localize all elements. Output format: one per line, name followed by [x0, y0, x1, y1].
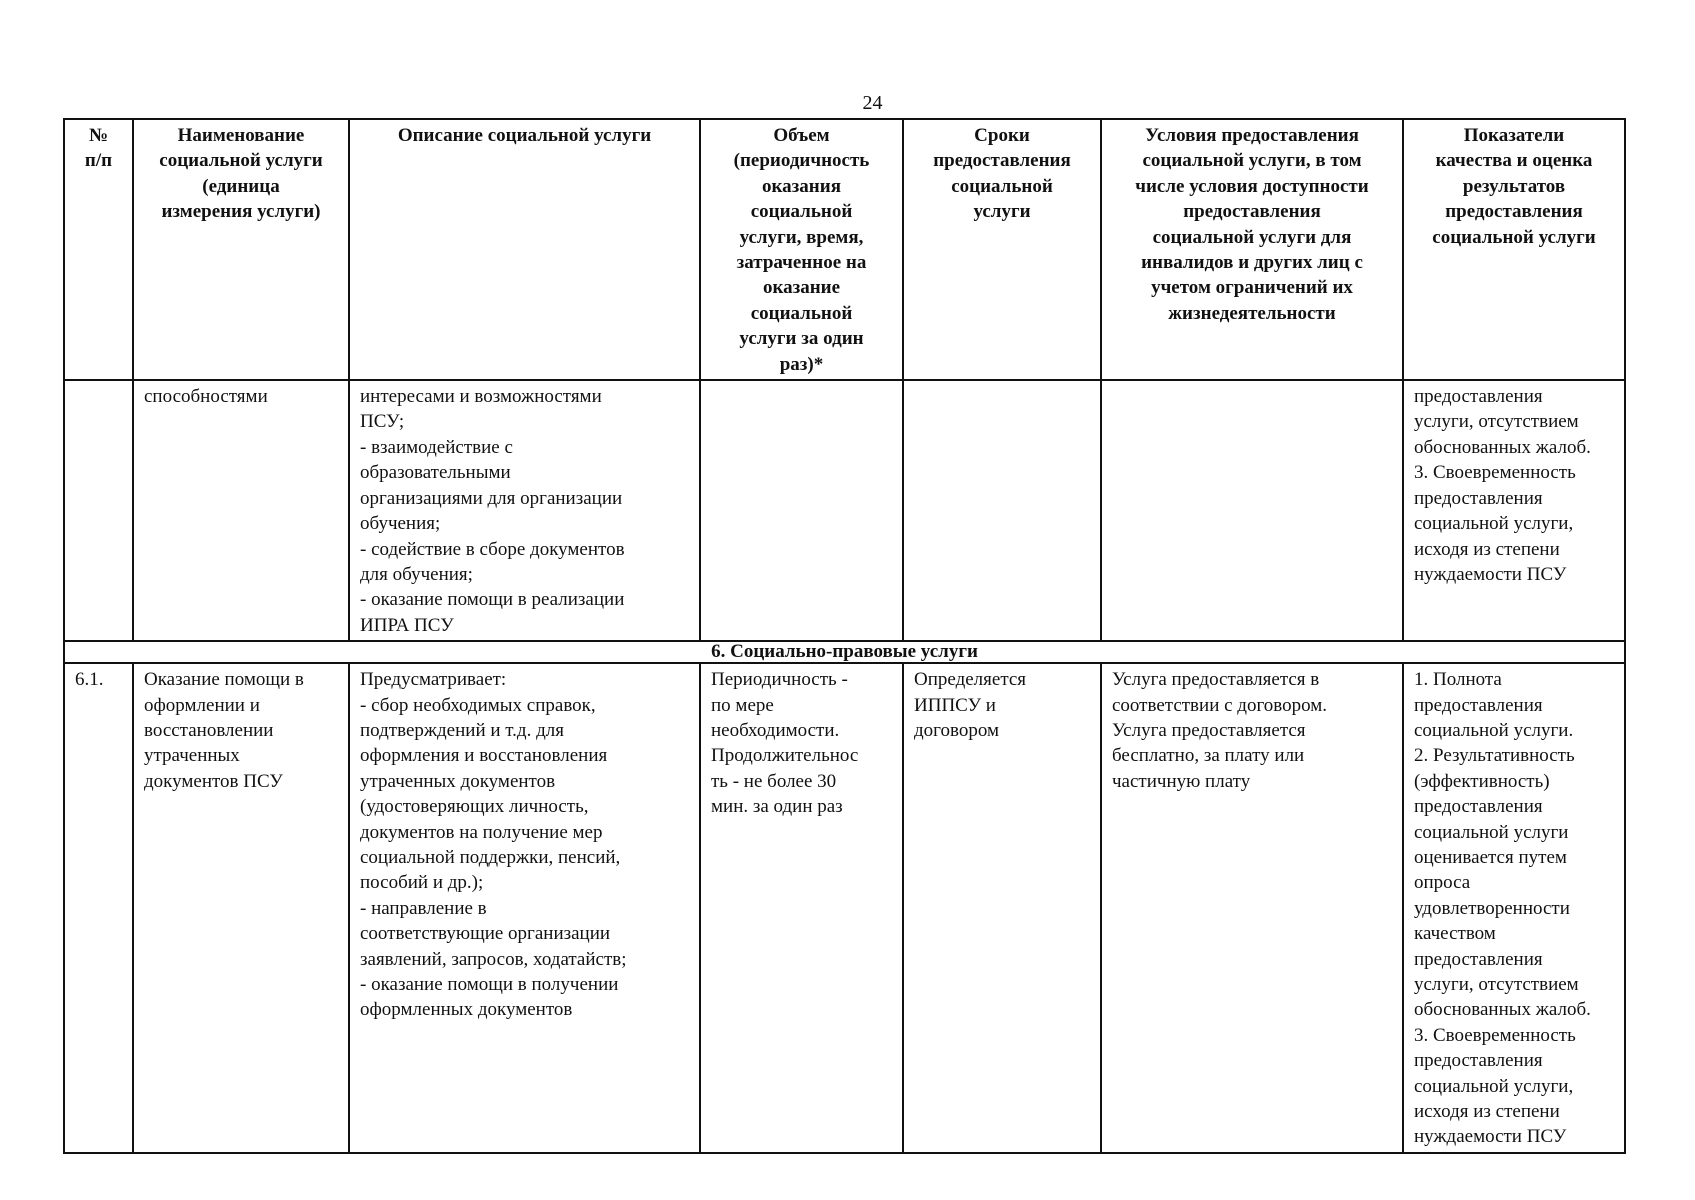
text-line: способностями	[144, 386, 268, 408]
text-line: Оказание помощи в	[144, 669, 304, 691]
cont-terms	[903, 380, 1101, 641]
text-line: - взаимодействие с	[360, 436, 513, 458]
text-line: 3. Своевременность	[1414, 462, 1576, 484]
text-line: (периодичность	[733, 150, 870, 172]
text-line: социальной услуги	[1432, 226, 1596, 248]
service-volume	[700, 663, 903, 1153]
text-line: обоснованных жалоб.	[1414, 436, 1591, 458]
text-line: Услуга предоставляется в	[1112, 669, 1320, 691]
text-line: заявлений, запросов, ходатайств;	[360, 948, 627, 970]
text-line: Описание социальной услуги	[397, 125, 652, 146]
text-line: утраченных документов	[360, 770, 556, 792]
text-line: №	[88, 125, 109, 146]
header-quality	[1403, 119, 1625, 380]
text-line: интересами и возможностями	[360, 386, 602, 408]
text-line: удовлетворенности	[1414, 897, 1570, 919]
header-terms	[903, 119, 1101, 380]
text-line: услуги, время,	[739, 226, 864, 248]
text-line: социальной услуги, в том	[1142, 150, 1362, 172]
text-line: организациями для организации	[360, 487, 623, 509]
section-row	[64, 641, 1625, 663]
cont-description	[349, 380, 700, 641]
header-volume	[700, 119, 903, 380]
text-line: услуги за один	[739, 328, 864, 350]
text-line: предоставления	[1414, 487, 1543, 509]
page-number: 24	[862, 92, 883, 114]
text-line: восстановлении	[144, 719, 274, 741]
service-num: 6.1.	[64, 663, 133, 1153]
text-line: необходимости.	[711, 719, 840, 741]
text-line: социальной услуги для	[1152, 226, 1352, 248]
header-name	[133, 119, 349, 380]
text-line: социальной услуги	[1414, 821, 1569, 843]
header-conditions	[1101, 119, 1403, 380]
text-line: учетом ограничений их	[1151, 277, 1353, 299]
text-line: предоставления	[1445, 201, 1583, 223]
text-line: оформленных документов	[360, 999, 573, 1021]
text-line: предоставления	[1414, 948, 1543, 970]
service-description	[349, 663, 700, 1153]
text-line: оценивается путем	[1414, 846, 1567, 868]
text-line: - оказание помощи в получении	[360, 974, 619, 995]
text-line: мин. за один раз	[711, 796, 843, 818]
text-line: оформлении и	[144, 694, 260, 716]
text-line: пособий и др.);	[360, 872, 484, 894]
text-line: (единица	[202, 175, 280, 197]
service-terms	[903, 663, 1101, 1153]
text-line: предоставления	[1414, 694, 1543, 716]
cont-conditions	[1101, 380, 1403, 641]
text-line: соответствующие организации	[360, 923, 611, 945]
text-line: предоставления	[1414, 796, 1543, 818]
text-line: ПСУ;	[360, 411, 405, 433]
text-line: Условия предоставления	[1145, 125, 1359, 146]
service-row-6-1	[64, 663, 1625, 1153]
text-line: исходя из степени	[1414, 538, 1560, 560]
continuation-row	[64, 380, 1625, 641]
text-line: оказания	[762, 175, 841, 197]
text-line: обоснованных жалоб.	[1414, 999, 1591, 1021]
text-line: 1. Полнота	[1414, 669, 1502, 691]
text-line: социальной	[750, 302, 853, 324]
text-line: по мере	[711, 694, 774, 716]
text-line: услуги	[973, 201, 1031, 223]
text-line: ть - не более 30	[711, 770, 837, 792]
text-line: социальной	[750, 201, 853, 223]
text-line: бесплатно, за плату или	[1112, 745, 1305, 767]
header-description	[349, 119, 700, 380]
cont-num	[64, 380, 133, 641]
text-line: раз)*	[779, 353, 824, 375]
text-line: предоставления	[1183, 201, 1321, 223]
text-line: социальной поддержки, пенсий,	[360, 846, 621, 868]
text-line: числе условия доступности	[1135, 175, 1369, 197]
text-line: 3. Своевременность	[1414, 1024, 1576, 1046]
text-line: 2. Результативность	[1414, 745, 1575, 767]
header-num	[64, 119, 133, 380]
cont-quality	[1403, 380, 1625, 641]
text-line: затраченное на	[736, 252, 867, 274]
text-line: социальной услуги,	[1414, 1075, 1574, 1097]
text-line: - содействие в сборе документов	[360, 538, 625, 560]
section-title: 6. Социально-правовые услуги	[64, 641, 1625, 663]
text-line: оформления и восстановления	[360, 745, 608, 767]
text-line: ИППСУ и	[914, 694, 996, 716]
text-line: опроса	[1414, 872, 1471, 894]
text-line: социальной услуги.	[1414, 719, 1574, 741]
text-line: социальной услуги,	[1414, 513, 1574, 535]
text-line: результатов	[1462, 175, 1566, 197]
text-line: - направление в	[360, 897, 487, 919]
text-line: образовательными	[360, 462, 511, 484]
text-line: предоставления	[933, 150, 1071, 172]
text-line: исходя из степени	[1414, 1101, 1560, 1123]
text-line: Предусматривает:	[360, 669, 507, 691]
text-line: социальной услуги	[159, 150, 323, 172]
text-line: качеством	[1414, 923, 1496, 945]
cont-name	[133, 380, 349, 641]
text-line: нуждаемости ПСУ	[1414, 1126, 1567, 1148]
text-line: Определяется	[914, 669, 1027, 691]
text-line: услуги, отсутствием	[1414, 974, 1579, 995]
text-line: договором	[914, 719, 999, 741]
text-line: Продолжительнос	[711, 745, 859, 767]
text-line: инвалидов и других лиц с	[1141, 252, 1363, 274]
text-line: услуги, отсутствием	[1414, 411, 1579, 433]
text-line: для обучения;	[360, 563, 473, 585]
service-name	[133, 663, 349, 1153]
text-line: нуждаемости ПСУ	[1414, 563, 1567, 585]
text-line: Периодичность -	[711, 669, 848, 691]
text-line: (эффективность)	[1414, 770, 1550, 792]
text-line: социальной	[951, 175, 1053, 197]
header-row	[64, 119, 1625, 380]
services-table	[63, 118, 1626, 1154]
text-line: Показатели	[1463, 125, 1565, 146]
text-line: жизнедеятельности	[1168, 302, 1336, 324]
text-line: качества и оценка	[1435, 150, 1593, 172]
text-line: предоставления	[1414, 1050, 1543, 1072]
text-line: утраченных	[144, 745, 240, 767]
text-line: - оказание помощи в реализации	[360, 589, 625, 611]
text-line: частичную плату	[1112, 770, 1251, 792]
text-line: ИПРА ПСУ	[360, 614, 454, 636]
text-line: измерения услуги)	[161, 201, 321, 223]
text-line: оказание	[762, 277, 841, 299]
text-line: предоставления	[1414, 386, 1543, 408]
service-quality	[1403, 663, 1625, 1153]
text-line: соответствии с договором.	[1112, 694, 1328, 716]
service-conditions	[1101, 663, 1403, 1153]
text-line: подтверждений и т.д. для	[360, 719, 564, 741]
text-line: (удостоверяющих личность,	[360, 796, 589, 818]
text-line: п/п	[84, 150, 113, 172]
text-line: документов на получение мер	[360, 821, 603, 843]
text-line: документов ПСУ	[144, 770, 283, 792]
text-line: Объем	[773, 125, 830, 146]
text-line: - сбор необходимых справок,	[360, 694, 596, 716]
text-line: Сроки	[974, 125, 1030, 146]
text-line: Наименование	[177, 125, 305, 146]
text-line: Услуга предоставляется	[1112, 719, 1306, 741]
text-line: обучения;	[360, 513, 441, 535]
cont-volume	[700, 380, 903, 641]
